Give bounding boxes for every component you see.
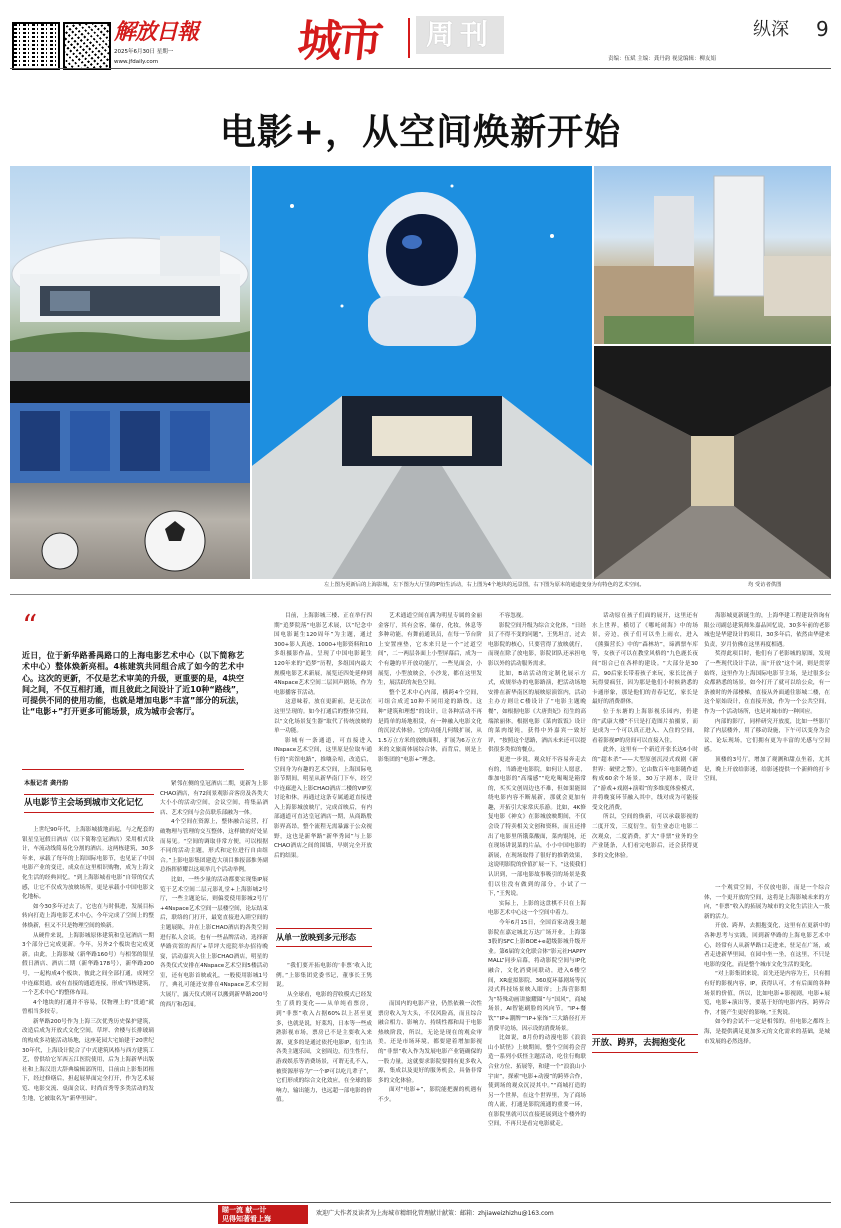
article-column-4: 艺术通道空间在满为明星专属的金丽金客厅，其有会客，储存，化妆，休息等多种功能，有舞前通讯员，在每一节台阶上安置座垫，它本来只是一个“过道空间”，二一两层各面上小型屏幕后，成为一个有趣的半开放功能厅，一些见面会，小展览，小型放映会，小沙龙，都在这里发生，展活跃的灰色空间。 整个艺术中心内部，横跨4个空间，可组合成近10种不同用途的路线。这种“建筑和理想”的设计，让各种活动不再是简单的场地租赁，有一种融入电影文化的沉浸式体验。它的功能几何级扩展，从1.5万立方米的放映面积，扩展为6万立方米的文旅商体展综合体，而背后，则是上影集团的“电影+”理念。: [378, 613, 482, 763]
article-column-3b: “我们要开拓电影的‘非票’收入比例。”上影集团党委书记，董事长王隽说。 从全球看，电影的营收模式已经发生了质的变化——从单纯看票房，到“非票”收入占据60%以上甚至更多，也就是说，好莱坞，日本等一些成熟影视市场，票房已不是主要收入来源，更多的是通过依托电影IP，衍生出各类主题乐园，文创周边，衍生性行，游戏娱乐等消费场景，可谓无孔不入，被资源形容为“一个IP可以吃几辈子”，它们形成的综合文化效应，在全球的影响力，输出能力，也远超一部电影的价值。: [276, 963, 372, 1104]
photo-art-corridor: [594, 346, 831, 579]
photo-caption: 左上图为更新后的上海影城，左下图为大厅里的IP衍生活动，右上图为4个地块的远景图，右下图为原本的通道变身为有特色的艺术空间。: [324, 582, 645, 588]
editor-credits: 责编：伍斌 主编：龚丹韵 视觉编辑：柳友娟: [608, 56, 716, 62]
footer-slogan-1: 瞄一流 献一计: [222, 1206, 267, 1214]
quote-mark-icon: “: [22, 609, 38, 644]
lead-rule: [22, 769, 244, 770]
masthead-rule: [10, 68, 831, 69]
photo-astronaut-corridor: [252, 166, 592, 579]
article-column-6: 话动原在孩子们面的展开，这里还有水上世界，横切了《哪吒闹海》中的场景，旁边，孩子们可以坐上雨衣，进入《熊猫营长》中的“森林坊”，谛洒票车库等，女孩子可以在教堂风格的“九色鹿长夜间”组合已在各样的建设。“大部分是30后，90后家长带着孩子来玩，家长比孩子玩得要疯狂，因为那是他们小时候熟悉的卡通形象，那是他们的青春记忆，家长是最好的消费群体。 位于东塘的上海影视乐园内，仍建的“武康大楼”不只是打造图片拍摄景，而是成为一个可以真正进入、入住的空间，看着影视IP的房间可以直接入住。 此外，这里有一个新近开张长达6小时的“超本杀”——大型原创沉浸式戏剧《新世界：破壁之警》，它由数百年电影随作道构成60余个场景，30万字剧本，设计了“游戏+戏剧+演唱”的多维度体验模式，并将晚宴环节融入其中，线对成为可能接受文化消费， 所以，空间的焕新，可以承载影视的二度开发，三度衍生，衍生业态让电影二次观众，二度消费，扩大“非票”业务的全产业链条，人们看完电影后，还会获得更多的文化体验。: [592, 613, 698, 859]
headline: 电影+，从空间焕新开始: [219, 111, 622, 153]
footer-slogan-2: 见得知著看上海: [222, 1215, 271, 1223]
qr-code-1: [12, 22, 60, 70]
qr-code-2: [63, 22, 111, 70]
photo-hall-ip-activity: [10, 381, 250, 579]
article-column-7: 海影城更新诞生的，上海华建工程建设咨询有限公司副总建筑师朱嘉品回忆说，30多年前的老影城也是华建设计的项目，30多年后，依然由华建来负责，岁月仿佛在这里再度相遇。 奖得此项目时，他们有了老影城的原图，发现了一些现代设计手法，而“开放”这个词，则是贯穿始终，这里作为上海国际电影节主场，是过很多公众都熟悉的场景，如今打开了就可以给公众，有一条被时的外部楼梯，直接从外面通往影城二楼，在这个原始设计，在直接开放，作为一个公共空间，作为一个活动场所，也是对城市的一种回应。 内部的影厅，同样研究开放度，比如一些影厅除了内层楼外，用了移动设施，下午可以变身为会议、论坛现场，它们拥有更为丰富的光感与空间感。 顶楼的3号厅，增加了观测和甜点坐着，尤其是，晚上开放给影迷，给影迷提供一个新鲜的打卡空间，: [704, 613, 830, 783]
article-column-7b: 一个观赏空间，不仅放电影，而是一个综合体，一个更开放的空间，这将是上海影城未来的方向，“非票”收入的拓展为城市的文化生活注入一股新的活力。 开放、跨界，去拥抱变化，这里有在更新中的各种思考与实践，回到新华路的上海电影艺术中心，经常有人从新华路口走进来，驻足在广场，或者走进新华里园，在园中坐一坐，在这里，不只是电影的变化，而是整个城市文化生活的变化。 “对上影集团来说，首先还是内容为王，只有拥有好的影视内容，IP，获得认可，才有后面的各种场景的价值，所以，比如电影+影视剧，电影+展览，电影+演出等，要基于好的电影内容，跨界合作，才能产生更好的影响。”王隽说。 如今的会试不一定是相邻的，但电影之都终上海，是提供满足更加多元的文化需求的基础，是城市发展的必然选择。: [704, 885, 830, 1045]
subhead-2: 从单一放映到多元形态: [276, 928, 372, 947]
photo-aerial-four-blocks: [594, 166, 831, 344]
website-url: www.jfdaily.com: [114, 59, 159, 65]
photo-credit: 均 受访者供图: [748, 582, 782, 588]
page-number: 9: [816, 17, 829, 41]
issue-date: 2025年6月30日 星期一: [114, 49, 174, 55]
footer-notice: 欢迎广大作者及读者为上海城市精细化管理献计献策：邮箱：zhjiaweizhizhu@163.com: [316, 1210, 554, 1217]
paper-logo: 解放日報: [114, 19, 199, 45]
article-column-5: 不容忽视。 影院空间升级为综合文化体，“日经员了不得不变的问题”，王隽坦言，过去电影院的核心，只要营得了放映就行，而现在除了放电影，影院团队还承担电影以外的活动服务需求。 比如，B站活动的定制化展示方式，成规举办的电影路演，把活动场地安排在新华南区的展映原演馆内，活动主办方则让C楼设计了“电影主题晚餐”，如根据电影《大唐贵妃》衍生的高端浓丽体，根据电影《菜肉饭饭》设计的菜肉馄饨，获得中外嘉宾一致好评，“按照这个思路，酒店未来还可以提供很多类似的餐点。 更进一步说，观众好不容易奔走去有的，当路进电影院，如何让人愿意，维加电影的“高端感”“吃吃喝喝是箱常的，买买文创周边也不难，但如果能围绕电影内容不断展新，那就会更加有趣，开拓引大家常庆乐游。比如，4K修复电影《神女》在影城放映期间，不仅会设了特卖相关文创和资料，而且还排出了电影里所饿菜酸面，菜肉馄饨，还在现场讲说菜的片品，小小中国电影的新展，在现场取得了很好的推销效果，这说明影院的价值扩展一下，“这使我们认识到，一部电影故事吸引的场景是我们以往没有做到的部分，小试了一下，”王隽说。 实际上，上影的这盘棋不只在上海电影艺术中心这一个空间中着力。 今年6月15日，全国首家动漫主题影院在嘉定城北万达广场开业，上海第3股的SFC上影BOE+e超级影城升级开业。第6届的文化联合体“影元社HAPPY MALL”同步启幕，将动影院空间与IP化融合，文化消费同联动，进入6楼空间，XR虚拟影院、360度环幕剧场等沉浸式科技场景映入眼帘；上海营影期为“特殊动画讲旅耀圈”与“国风”，商城场景，AI智能刷脸的风向节。“IP+餐饮”“IP+潮牌”“IP+家饰”三大路径打开消费半边场，因示设的消费场景。 比如说，8月份的动漫电影《浪浪山小妖怪》上映期间，整个空间将会营造一系列小妖怪主题活动，吃住行购联合业方位、拓展等，和建一个“浪浪山小宇宙”，探索“电影+动漫”的跨界合作，使到场的观众沉浸其中。”“商城打造的另一个世界，在这个世界里，为了商场的人流，打通是影院流通的重要一环，在影院里就可以直接延展到这个楼外的空间，不再只是看完电影就走。: [488, 613, 586, 1128]
subhead-3: 开放、跨界，去拥抱变化: [592, 1034, 698, 1053]
caption-rule: [10, 594, 831, 595]
subhead-1: 从电影节主会场到城市文化记忆: [24, 794, 154, 813]
section-title-weekly: 周刊: [416, 16, 504, 54]
article-column-2: 紧邻在侧的皇冠酒店二期，更新为上影CHAO酒店，有72间景观影音客房及各类大大小小的活动空间，会议空间，将集品酒店、艺术空间与会员联乐部融为一体。 4个空间在资源上，整体融合运营，打破物理与管理的交互整体，这样做的好处显而易见。“空间的调取非常方便，可以根据不同的活动主题，形式和定位进行自由组合。”上影电影集团建造大项目推报部推务副总指挥骄耀以这项举几个活动举例。 比如，一些少量的活动都要实现集IP展览于艺术空间二层元影礼堂+上海影城2号厅，一些主题论坛，则偏爱使用影城2号厅+4Nspace艺术空间一层楼空间，论坛结束后，联络的门打开，最宽直接进入睦空间的主题展陈，并在上影CHAO酒店的各类空间进行私人会谈。也有一些品牌活动，选择新华路宾馆的西厅+草坪大庭院举办招待晚宴，活动嘉宾入住上影CHAO酒店，明星的各类仪式安排在4Nspace艺术空间5楼活动室，还有电影首映或礼，一般使用影城1号厅，典礼可能还安排在4Nspace艺术空间大展厅，露天仪式则可以搬到新华路200号的西厅和花园。: [160, 781, 268, 1008]
lead-paragraph: 近日，位于新华路番禺路口的上海电影艺术中心（以下简称艺术中心）整体焕新亮相。4栋建筑共同组合成了如今的艺术中心。这次的更新，不仅是艺术审美的升级，更重要的是，4块空间之间，不仅互相打通，而且彼此之间设计了近10种“路线”，可提供不同的使用功能，也就是增加电影“丰富”部分的玩法，让“电影+”打开更多可能场景，成为城市会客厅。: [22, 651, 244, 717]
article-column-1: 上世纪90年代，上海影城拔地而起，与之配套的银星皇冠假日酒店（以下简称皇冠酒店）采用相式设计，车流动线简易化分割的酒店。这两栋建筑，30多年来，承载了每年的上海国际电影节，也见证了中国电影产业的变迁，成众在这里相识购物，成为上海文化生活的经典回忆。“到上海影城看电影”自带的仪式感，让它不仅成为放映场所，更是承载小中国电影文化地标。 如今30多年过去了，它也在与时俱进，发展目标转向打造上海电影艺术中心，今年完成了空间上的整体焕新，但又不只是物理空间的焕新。 从硬件来说，上海影城原体建筑和皇冠酒店一期3个部分已完成更新。今年，另外2个板块也完成更新。由此，上海影城（新华路160号）与相邻的银星假日酒店、酒店二期（新华路178号），新华路200号，一起构成4个板块，彼此之间全部打通，成网空中连廊贯通，或有直接的通道连接，形成“四栋建筑，一个艺术中心”的整体布局。 4个地块的打通并不容易，仅物理上的“贯通”就曾相当多较专。 新华路200号作为上海三次优秀历史保护建筑，改造后成为开放式文化空间，草坪、舍楼与长排玻璃的构成多功能活动场地，这座花园大宅始建于20世纪30年代，上海设计院合了中式建筑风格与西方建筑工艺，曾供给它军西五江医院使用，后为上海新华出版社和上海汉语大辞典编辑部所用，目前由上影集团租下，经过修缮后，担起展界面完全打开，作为艺术展览、电影交流、桌面会议、时尚首秀等多类活动的发生地，它被取名为“新华里园”。: [22, 827, 154, 1102]
footer-rule: [10, 1202, 831, 1203]
article-column-3: 目前，上海影城三楼、正在举行四期“追梦院落”电影艺术展，以“纪念中国电影诞生120周年”为主题，通过300+影人真迹、1000+电影资料和10多组摄影作品，呈现了中国电影诞生120年来的“追梦”历程，多组国内最大规模电影艺术新展，展览还四处延伸到4Nspace艺术空间二层回声剧场，作为电影播客节活动。 这意味着，放在更新前，是无法在这里呈现的。如今打通后的整体空间，以“文化场景复生器”取代了传统放映的单一功能。 影城有一条通道，可直接进入INspace艺术空间，这里原是位取车通行的“宾馆电路”，推嚷杂喧，改造后，空间身为有趣的艺术空间，上海国际电影节期间，明星从新华南门下车，经空中连廊进入上影CHAO酒店二楼的VIP室讨论和休，再通过这条专属通道直接进入上海影城放映厅，完成首映后，有内部通道可直达皇冠酒店一期，从商路殷影界高昂，整个流程无需暴露于公众视野，这也是新华路“新华秀园”与上影CHAO酒店之间的围墙，早则完全开放后的结果。: [274, 613, 372, 859]
section-tag: 纵深: [753, 19, 789, 40]
article-column-4b: 而国内的电影产业，仍然依赖一次性票房收入为大头，不仅风险高，而且综合融合相力、影响力、持续性都和局于电影热映阶段，所以，无论是现在的观众审美，还是市场环境，都要建着增加影视的“非票”收入作为发展电影产业链确保的一股力量，这就要求影院要拥有更多收入源，集成以及更好的服务机会，具备非常多的文化体验。 面对“电影+”，影院能把握的机遇有不少。: [378, 1001, 482, 1103]
byline: 本报记者 龚丹韵: [24, 780, 69, 787]
section-title-city: 城市: [295, 16, 383, 67]
title-divider: [408, 18, 410, 58]
photo-cinema-building: [10, 166, 250, 381]
